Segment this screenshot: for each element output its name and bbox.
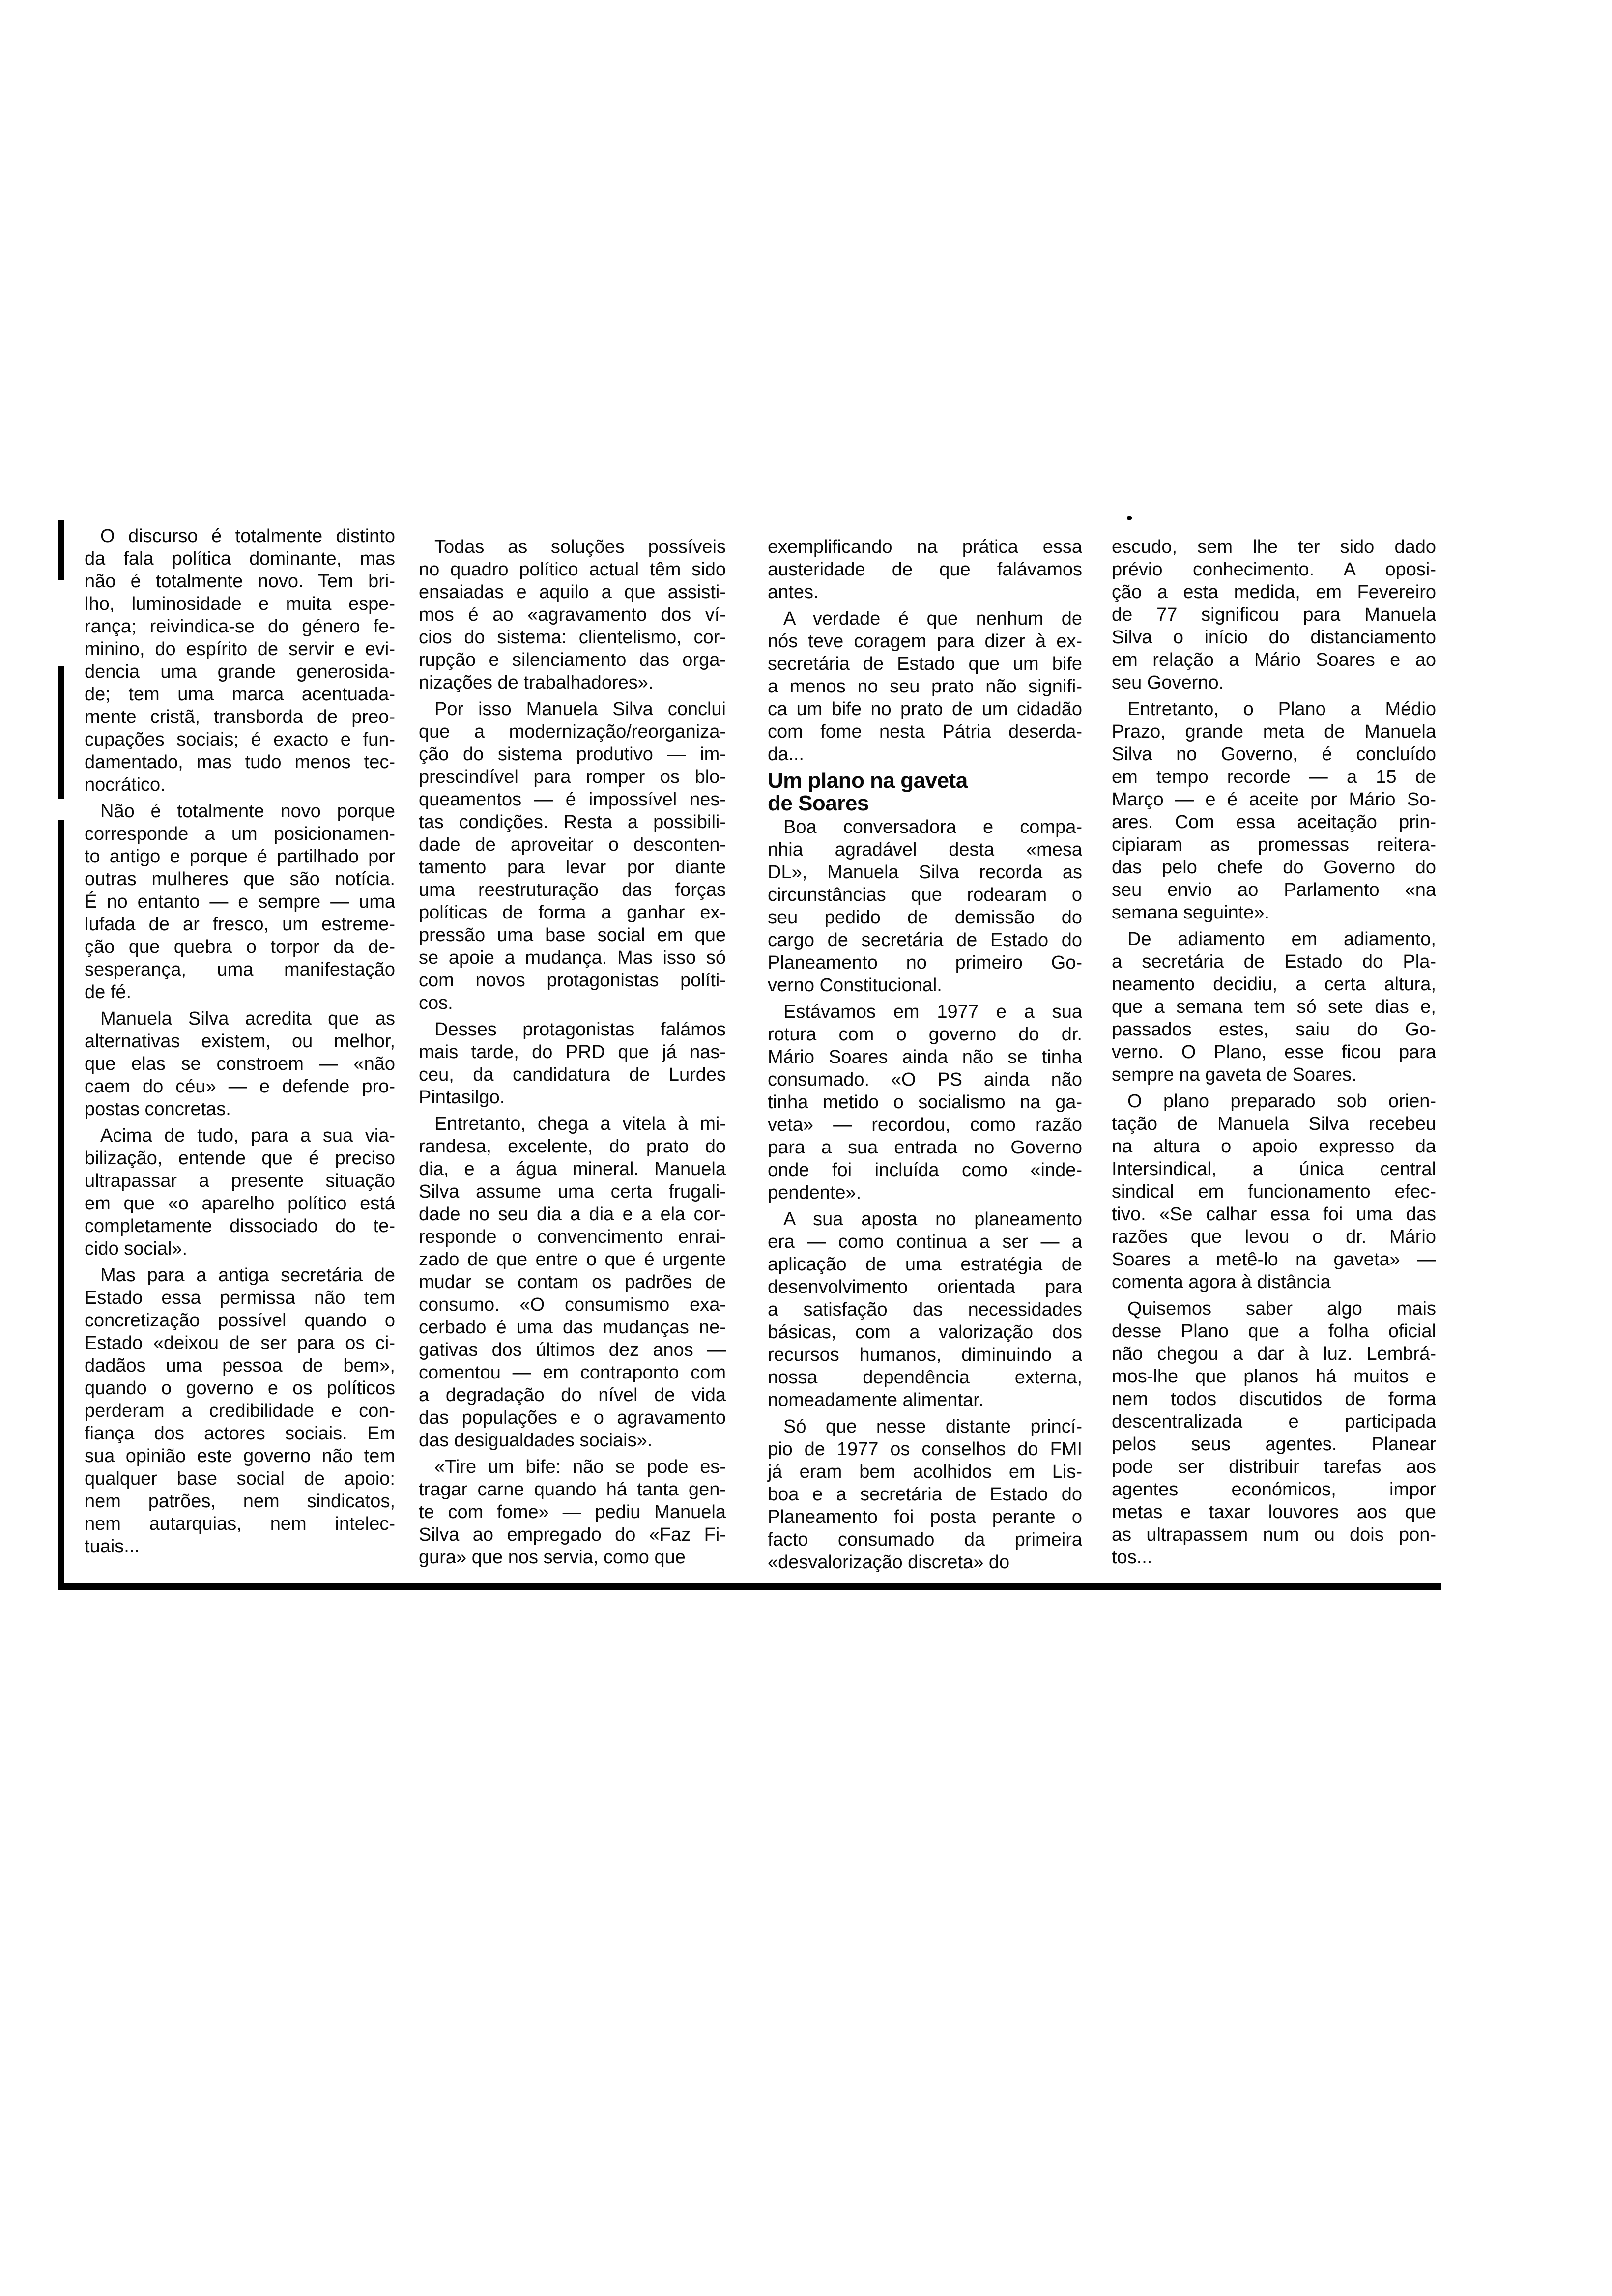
text-line: tamento para levar por diante	[419, 857, 726, 878]
text-line: A sua aposta no planeamento	[783, 1209, 1082, 1230]
text-line: gativas dos últimos dez anos —	[419, 1340, 726, 1360]
text-line: ares. Com essa aceitação prin-	[1112, 812, 1436, 832]
text-line: neamento decidiu, a certa altura,	[1112, 974, 1436, 995]
text-line: Silva assume uma certa frugali-	[419, 1181, 726, 1202]
text-line: «desvalorização discreta» do	[768, 1552, 1010, 1573]
text-line: Silva no Governo, é concluído	[1112, 744, 1436, 765]
left-border-segment	[58, 820, 64, 1590]
text-line: sempre na gaveta de Soares.	[1112, 1064, 1357, 1085]
text-line: pressão uma base social em que	[419, 925, 726, 946]
text-line: desenvolvimento orientada para	[768, 1277, 1082, 1297]
text-line: circunstâncias que rodearam o	[768, 885, 1082, 905]
article-column-2	[419, 536, 726, 1573]
text-line: para a sua entrada no Governo	[768, 1137, 1082, 1158]
paragraph	[85, 1007, 395, 1120]
text-line: lho, luminosidade e muita espe-	[85, 594, 395, 614]
paragraph	[768, 816, 1082, 997]
text-line: nossa dependência externa,	[768, 1367, 1082, 1388]
text-line: O discurso é totalmente distinto	[100, 526, 395, 546]
text-line: Entretanto, chega a vitela à mi-	[434, 1114, 726, 1134]
paragraph	[1112, 1297, 1436, 1569]
text-line: perderam a credibilidade e con-	[85, 1401, 395, 1421]
paragraph	[419, 1018, 726, 1109]
text-line: É no entanto — e sempre — uma	[85, 891, 395, 912]
text-line: cios do sistema: clientelismo, cor-	[419, 627, 726, 648]
paragraph	[419, 1113, 726, 1452]
text-line: sua opinião este governo não tem	[85, 1446, 395, 1466]
text-line: consumo. «O consumismo exa-	[419, 1294, 726, 1315]
text-line: rança; reivindica-se do género fe-	[85, 616, 395, 637]
text-line: A verdade é que nenhum de	[783, 608, 1082, 629]
text-line: Silva o início do distanciamento	[1112, 627, 1436, 648]
text-line: desse Plano que a folha oficial	[1112, 1321, 1436, 1342]
text-line: completamente dissociado do te-	[85, 1216, 395, 1236]
text-line: cerbado é uma das mudanças ne-	[419, 1317, 726, 1338]
paragraph	[419, 536, 726, 694]
article-column-1	[85, 525, 395, 1562]
text-line: Estávamos em 1977 e a sua	[783, 1002, 1082, 1022]
text-line: minino, do espírito de servir e evi-	[85, 639, 395, 660]
text-line: Desses protagonistas falámos	[434, 1019, 726, 1040]
text-line: nem autarquias, nem intelec-	[85, 1514, 395, 1534]
text-line: Só que nesse distante princí-	[783, 1416, 1082, 1437]
text-line: to antigo e porque é partilhado por	[85, 846, 395, 867]
paragraph	[1112, 928, 1436, 1086]
text-line: DL», Manuela Silva recorda as	[768, 862, 1082, 883]
text-line: que elas se constroem — «não	[85, 1054, 395, 1074]
text-line: caem do céu» — e defende pro-	[85, 1076, 395, 1097]
text-line: nem patrões, nem sindicatos,	[85, 1491, 395, 1512]
paragraph	[85, 525, 395, 796]
paragraph	[85, 1264, 395, 1558]
text-line: no quadro político actual têm sido	[419, 559, 726, 580]
text-line: ceu, da candidatura de Lurdes	[419, 1064, 726, 1085]
text-line: ca um bife no prato de um cidadão	[768, 699, 1082, 719]
text-line: Soares a metê-lo na gaveta» —	[1112, 1249, 1436, 1270]
text-line: com fome nesta Pátria deserda-	[768, 721, 1082, 742]
text-line: comenta agora à distância	[1112, 1272, 1331, 1292]
text-line: secretária de Estado que um bife	[768, 654, 1082, 674]
text-line: quando o governo e os políticos	[85, 1378, 395, 1399]
text-line: Acima de tudo, para a sua via-	[100, 1125, 395, 1146]
text-line: em tempo recorde — a 15 de	[1112, 767, 1436, 787]
left-border-segment	[58, 666, 64, 799]
text-line: antes.	[768, 582, 819, 603]
text-line: ultrapassar a presente situação	[85, 1171, 395, 1191]
text-line: Manuela Silva acredita que as	[100, 1008, 395, 1029]
text-line: cupações sociais; é exacto e fun-	[85, 729, 395, 750]
text-line: queamentos — é impossível nes-	[419, 789, 726, 810]
text-line: semana seguinte».	[1112, 902, 1270, 923]
text-line: prévio conhecimento. A oposi-	[1112, 559, 1436, 580]
text-line: já eram bem acolhidos em Lis-	[768, 1462, 1082, 1482]
text-line: da fala política dominante, mas	[85, 548, 395, 569]
bottom-rule	[58, 1583, 1441, 1590]
text-line: te com fome» — pediu Manuela	[419, 1502, 726, 1522]
paragraph	[768, 607, 1082, 766]
text-line: Estado essa permissa não tem	[85, 1288, 395, 1308]
text-line: cido social».	[85, 1238, 188, 1259]
text-line: qualquer base social de apoio:	[85, 1468, 395, 1489]
text-line: políticas de forma a ganhar ex-	[419, 902, 726, 923]
text-line: da...	[768, 744, 804, 765]
text-line: recursos humanos, diminuindo a	[768, 1345, 1082, 1365]
text-line: responde o convencimento enrai-	[419, 1227, 726, 1247]
text-line: austeridade de que falávamos	[768, 559, 1082, 580]
text-line: corresponde a um posicionamen-	[85, 824, 395, 844]
print-speck	[1127, 516, 1132, 520]
text-line: descentralizada e participada	[1112, 1411, 1436, 1432]
paragraph	[85, 1124, 395, 1260]
text-line: pio de 1977 os conselhos do FMI	[768, 1439, 1082, 1460]
text-line: agentes económicos, impor	[1112, 1479, 1436, 1500]
text-line: de; tem uma marca acentuada-	[85, 684, 395, 705]
text-line: nós teve coragem para dizer à ex-	[768, 631, 1082, 652]
text-line: gura» que nos servia, como que	[419, 1547, 686, 1568]
text-line: ensaiadas e aquilo a que assisti-	[419, 582, 726, 603]
text-line: básicas, com a valorização dos	[768, 1322, 1082, 1343]
text-line: das pelo chefe do Governo do	[1112, 857, 1436, 878]
text-line: uma reestruturação das forças	[419, 880, 726, 900]
text-line: em relação a Mário Soares e ao	[1112, 650, 1436, 670]
text-line: tação de Manuela Silva recebeu	[1112, 1114, 1436, 1134]
text-line: rupção e silenciamento das orga-	[419, 650, 726, 670]
text-line: dade no seu dia a dia e a ela cor-	[419, 1204, 726, 1225]
text-line: sindical em funcionamento efec-	[1112, 1181, 1436, 1202]
text-line: tragar carne quando há tanta gen-	[419, 1479, 726, 1500]
text-line: mos-lhe que planos há muitos e	[1112, 1366, 1436, 1387]
paragraph	[419, 1456, 726, 1569]
paragraph	[85, 800, 395, 1004]
text-line: cos.	[419, 993, 453, 1013]
text-line: mos é ao «agravamento dos ví-	[419, 604, 726, 625]
text-line: Todas as soluções possíveis	[434, 537, 726, 557]
text-line: tos...	[1112, 1547, 1152, 1568]
text-line: não é totalmente novo. Tem bri-	[85, 571, 395, 592]
text-line: metas e taxar louvores aos que	[1112, 1502, 1436, 1522]
text-line: Prazo, grande meta de Manuela	[1112, 721, 1436, 742]
text-line: postas concretas.	[85, 1099, 231, 1119]
paragraph	[419, 698, 726, 1014]
text-line: a degradação do nível de vida	[419, 1385, 726, 1406]
text-line: a menos no seu prato não signifi-	[768, 676, 1082, 697]
text-line: ção do sistema produtivo — im-	[419, 744, 726, 765]
text-line: ção a esta medida, em Fevereiro	[1112, 582, 1436, 603]
text-line: mais tarde, do PRD que já nas-	[419, 1042, 726, 1062]
text-line: Planeamento foi posta perante o	[768, 1507, 1082, 1527]
text-line: O plano preparado sob orien-	[1127, 1091, 1436, 1112]
text-line: mudar se contam os padrões de	[419, 1272, 726, 1292]
text-line: mente cristã, transborda de preo-	[85, 707, 395, 727]
text-line: tuais...	[85, 1536, 140, 1557]
paragraph	[768, 536, 1082, 603]
heading-line: de Soares	[768, 791, 869, 815]
text-line: outras mulheres que são notícia.	[85, 869, 395, 890]
text-line: Março — e é aceite por Mário So-	[1112, 789, 1436, 810]
text-line: exemplificando na prática essa	[768, 537, 1082, 557]
text-line: rotura com o governo do dr.	[768, 1024, 1082, 1045]
text-line: aplicação de uma estratégia de	[768, 1254, 1082, 1275]
article-column-3	[768, 536, 1082, 1578]
text-line: veta» — recordou, como razão	[768, 1115, 1082, 1135]
text-line: Mas para a antiga secretária de	[100, 1265, 395, 1286]
text-line: nhia agradável desta «mesa	[768, 839, 1082, 860]
text-line: não chegou a dar à luz. Lembrá-	[1112, 1344, 1436, 1364]
text-line: Intersindical, a única central	[1112, 1159, 1436, 1179]
text-line: a satisfação das necessidades	[768, 1299, 1082, 1320]
text-line: passados estes, saiu do Go-	[1112, 1019, 1436, 1040]
text-line: boa e a secretária de Estado do	[768, 1484, 1082, 1505]
text-line: sesperança, uma manifestação	[85, 959, 395, 980]
text-line: cargo de secretária de Estado do	[768, 930, 1082, 950]
text-line: pelos seus agentes. Planear	[1112, 1434, 1436, 1455]
text-line: de 77 significou para Manuela	[1112, 604, 1436, 625]
paragraph	[1112, 536, 1436, 694]
text-line: nizações de trabalhadores».	[419, 672, 654, 693]
text-line: zado de que entre o que é urgente	[419, 1249, 726, 1270]
paragraph	[768, 1208, 1082, 1411]
text-line: que a semana tem só sete dias e,	[1112, 997, 1436, 1017]
text-line: dia, e a água mineral. Manuela	[419, 1159, 726, 1179]
text-line: randesa, excelente, do prato do	[419, 1136, 726, 1157]
text-line: Quisemos saber algo mais	[1127, 1298, 1436, 1319]
text-line: com novos protagonistas políti-	[419, 970, 726, 991]
text-line: cipiaram as promessas reitera-	[1112, 834, 1436, 855]
text-line: pode ser distribuir tarefas aos	[1112, 1457, 1436, 1477]
text-line: concretização possível quando o	[85, 1310, 395, 1331]
text-line: Estado «deixou de ser para os ci-	[85, 1333, 395, 1353]
text-line: fiança dos actores sociais. Em	[85, 1423, 395, 1444]
text-line: a secretária de Estado do Pla-	[1112, 951, 1436, 972]
text-line: escudo, sem lhe ter sido dado	[1112, 537, 1436, 557]
text-line: onde foi incluída como «inde-	[768, 1160, 1082, 1180]
text-line: nem todos discutidos de forma	[1112, 1389, 1436, 1409]
text-line: ção que quebra o torpor da de-	[85, 937, 395, 957]
text-line: nocrático.	[85, 775, 166, 795]
text-line: pendente».	[768, 1182, 862, 1203]
text-line: tivo. «Se calhar essa foi uma das	[1112, 1204, 1436, 1225]
text-line: facto consumado da primeira	[768, 1529, 1082, 1550]
text-line: razões que levou o dr. Mário	[1112, 1227, 1436, 1247]
text-line: dade de aproveitar o desconten-	[419, 834, 726, 855]
text-line: De adiamento em adiamento,	[1127, 929, 1436, 949]
text-line: verno Constitucional.	[768, 975, 942, 996]
paragraph	[1112, 698, 1436, 924]
text-line: na altura o apoio expresso da	[1112, 1136, 1436, 1157]
text-line: tas condições. Resta a possibili-	[419, 812, 726, 832]
text-line: Não é totalmente novo porque	[100, 801, 395, 822]
text-line: seu pedido de demissão do	[768, 907, 1082, 928]
text-line: se apoie a mudança. Mas isso só	[419, 947, 726, 968]
text-line: verno. O Plano, esse ficou para	[1112, 1042, 1436, 1062]
text-line: Planeamento no primeiro Go-	[768, 952, 1082, 973]
text-line: prescindível para romper os blo-	[419, 767, 726, 787]
text-line: Silva ao empregado do «Faz Fi-	[419, 1524, 726, 1545]
text-line: das desigualdades sociais».	[419, 1430, 653, 1451]
paragraph	[768, 1001, 1082, 1204]
text-line: dadãos uma pessoa de bem»,	[85, 1355, 395, 1376]
text-line: era — como continua a ser — a	[768, 1232, 1082, 1252]
text-line: «Tire um bife: não se pode es-	[434, 1457, 726, 1477]
text-line: as ultrapassem num ou dois pon-	[1112, 1524, 1436, 1545]
text-line: damentado, mas tudo menos tec-	[85, 752, 395, 773]
section-heading	[768, 770, 1082, 815]
text-line: das populações e o agravamento	[419, 1407, 726, 1428]
heading-line: Um plano na gaveta	[768, 769, 968, 793]
text-line: em que «o aparelho político está	[85, 1193, 395, 1214]
text-line: Entretanto, o Plano a Médio	[1127, 699, 1436, 719]
text-line: Boa conversadora e compa-	[783, 817, 1082, 837]
text-line: comentou — em contraponto com	[419, 1362, 726, 1383]
left-border-segment	[58, 520, 64, 580]
text-line: que a modernização/reorganiza-	[419, 721, 726, 742]
text-line: seu envio ao Parlamento «na	[1112, 880, 1436, 900]
text-line: consumado. «O PS ainda não	[768, 1069, 1082, 1090]
text-line: nomeadamente alimentar.	[768, 1390, 984, 1410]
text-line: alternativas existem, ou melhor,	[85, 1031, 395, 1052]
paragraph	[1112, 1090, 1436, 1293]
text-line: dencia uma grande generosida-	[85, 661, 395, 682]
article-column-4	[1112, 536, 1436, 1573]
text-line: Pintasilgo.	[419, 1087, 505, 1108]
text-line: seu Governo.	[1112, 672, 1224, 693]
text-line: Por isso Manuela Silva conclui	[434, 699, 726, 719]
text-line: lufada de ar fresco, um estreme-	[85, 914, 395, 935]
paragraph	[768, 1415, 1082, 1574]
text-line: bilização, entende que é preciso	[85, 1148, 395, 1169]
text-line: de fé.	[85, 982, 132, 1003]
text-line: tinha metido o socialismo na ga-	[768, 1092, 1082, 1113]
text-line: Mário Soares ainda não se tinha	[768, 1047, 1082, 1067]
